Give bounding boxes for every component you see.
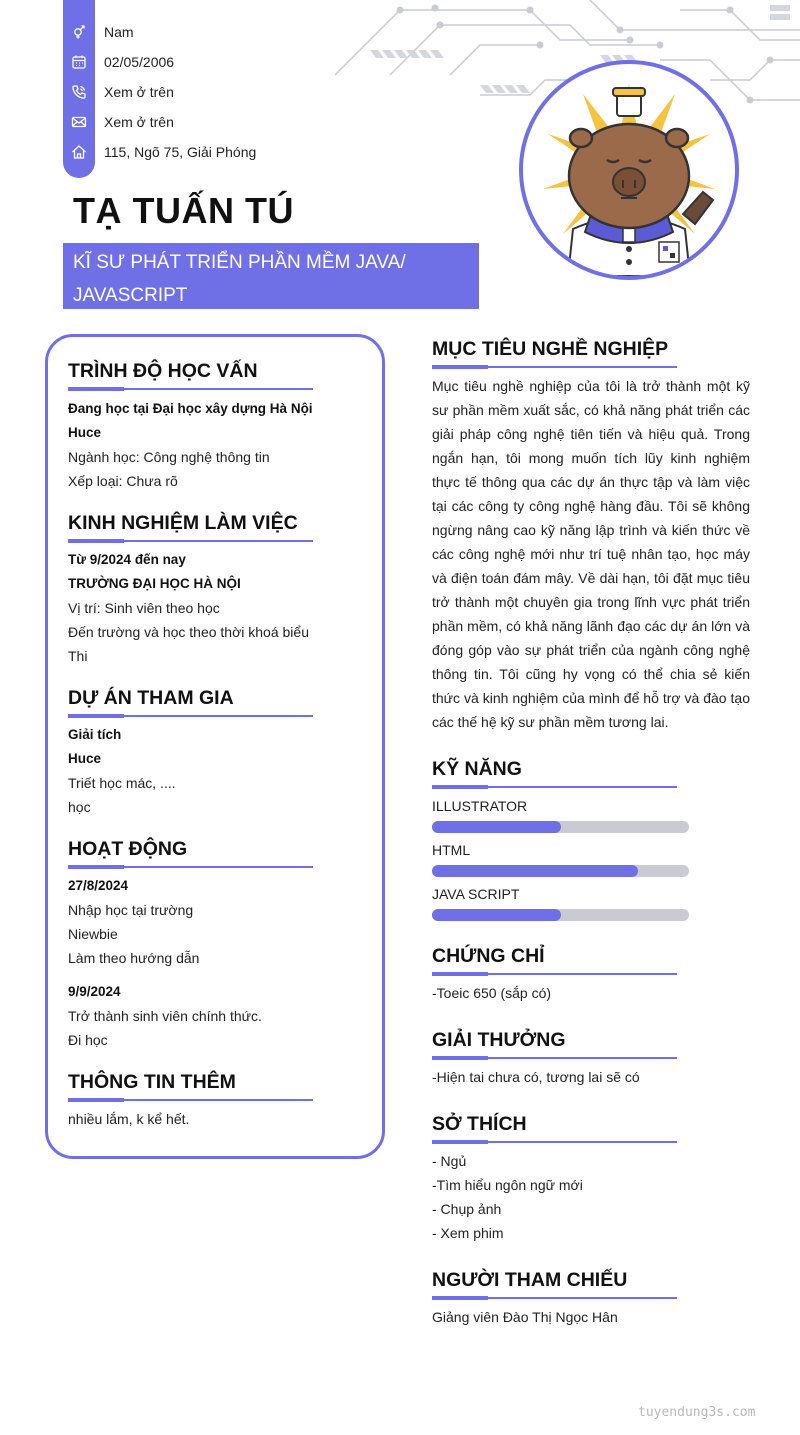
- education-major: Ngành học: Công nghệ thông tin: [68, 449, 270, 465]
- gender-text: Nam: [104, 24, 134, 40]
- contact-address: [63, 140, 256, 164]
- experience-period: Từ 9/2024 đến nay: [68, 552, 186, 567]
- email-text: Xem ở trên: [104, 114, 174, 130]
- skills-title: KỸ NĂNG: [432, 758, 522, 780]
- skills-underline: [432, 786, 677, 788]
- activities-underline: [68, 866, 313, 868]
- project-name: Giải tích: [68, 727, 122, 742]
- experience-position: Vị trí: Sinh viên theo học: [68, 600, 220, 616]
- avatar: [519, 60, 739, 280]
- mail-icon: [63, 114, 95, 130]
- certificates-text: -Toeic 650 (sắp có): [432, 985, 552, 1001]
- extra-title: THÔNG TIN THÊM: [68, 1071, 236, 1093]
- education-rank: Xếp loại: Chưa rõ: [68, 473, 178, 489]
- skill-name: HTML: [432, 842, 471, 858]
- awards-underline: [432, 1057, 677, 1059]
- activity-date: 27/8/2024: [68, 878, 129, 893]
- education-title: TRÌNH ĐỘ HỌC VẤN: [68, 360, 258, 382]
- activity-line: Đi học: [68, 1032, 108, 1048]
- phone-text: Xem ở trên: [104, 84, 174, 100]
- project-org: Huce: [68, 751, 102, 766]
- skill-bar-fill: [432, 865, 638, 877]
- activity-line: Niewbie: [68, 926, 118, 942]
- activity-line: Trở thành sinh viên chính thức.: [68, 1008, 262, 1024]
- hobby-item: - Xem phim: [432, 1225, 504, 1241]
- references-text: Giảng viên Đào Thị Ngọc Hân: [432, 1309, 618, 1325]
- extra-text: nhiều lắm, k kể hết.: [68, 1111, 190, 1127]
- extra-underline: [68, 1099, 313, 1101]
- activity-line: Nhập học tại trường: [68, 902, 194, 918]
- certificates-underline: [432, 973, 677, 975]
- home-icon: [63, 144, 95, 160]
- address-text: 115, Ngõ 75, Giải Phóng: [104, 144, 257, 160]
- contact-birthday: [63, 50, 174, 74]
- references-underline: [432, 1297, 677, 1299]
- education-school-line2: Huce: [68, 425, 102, 440]
- contact-email: [63, 110, 174, 134]
- experience-desc-line2: Thi: [68, 648, 88, 664]
- activity-line: Làm theo hướng dẫn: [68, 950, 200, 966]
- education-school-line1: Đang học tại Đại học xây dựng Hà Nội: [68, 401, 313, 416]
- objective-title: MỤC TIÊU NGHỀ NGHIỆP: [432, 338, 669, 360]
- hobby-item: - Chụp ảnh: [432, 1201, 502, 1217]
- skill-bar-fill: [432, 821, 561, 833]
- experience-desc-line1: Đến trường và học theo thời khoá biểu: [68, 624, 309, 640]
- watermark: tuyendung3s.com: [638, 1405, 756, 1420]
- experience-company: TRƯỜNG ĐẠI HỌC HÀ NỘI: [68, 576, 241, 591]
- project-detail1: Triết học mác, ....: [68, 775, 176, 791]
- awards-title: GIẢI THƯỞNG: [432, 1029, 566, 1051]
- candidate-name: TẠ TUẤN TÚ: [73, 190, 294, 231]
- awards-text: -Hiện tai chưa có, tương lai sẽ có: [432, 1069, 640, 1085]
- birthday-text: 02/05/2006: [104, 54, 175, 70]
- experience-underline: [68, 540, 313, 542]
- hobbies-underline: [432, 1141, 677, 1143]
- contact-gender: [63, 20, 134, 44]
- activities-title: HOẠT ĐỘNG: [68, 838, 188, 860]
- hobby-item: - Ngủ: [432, 1153, 467, 1169]
- phone-icon: [63, 84, 95, 100]
- experience-title: KINH NGHIỆM LÀM VIỆC: [68, 512, 298, 534]
- hobbies-title: SỞ THÍCH: [432, 1113, 527, 1135]
- project-detail2: học: [68, 799, 91, 815]
- job-title: KĨ SƯ PHÁT TRIỂN PHẦN MỀM JAVA/ JAVASCRIPT: [73, 252, 406, 306]
- activity-date: 9/9/2024: [68, 984, 121, 999]
- education-underline: [68, 388, 313, 390]
- skill-bar-track: [432, 865, 689, 877]
- contact-phone: [63, 80, 174, 104]
- projects-underline: [68, 715, 313, 717]
- projects-title: DỰ ÁN THAM GIA: [68, 687, 234, 709]
- skill-name: JAVA SCRIPT: [432, 886, 520, 902]
- objective-underline: [432, 366, 677, 368]
- skill-bar-fill: [432, 909, 561, 921]
- skill-name: ILLUSTRATOR: [432, 798, 528, 814]
- skill-bar-track: [432, 821, 689, 833]
- calendar-icon: [63, 54, 95, 70]
- references-title: NGƯỜI THAM CHIẾU: [432, 1269, 628, 1291]
- objective-text: Mục tiêu nghề nghiệp của tôi là trở thành một kỹ sư phần mềm xuất sắc, có khả năng phát triển các giải pháp công nghệ tiên tiến và hiệu quả. Trong ngắn hạn, tôi mong muốn tích lũy kinh nghiệm thực tế thông qua các dự án thực tập và làm việc tại các công ty công nghệ hàng đầu. Tôi sẽ không ngừng nâng cao kỹ năng lập trình và kiến thức về các công nghệ mới như trí tuệ nhân tạo, học máy và điện toán đám mây. Về dài hạn, tôi đặt mục tiêu trở thành một chuyên gia trong lĩnh vực phát triển phần mềm, có khả năng lãnh đạo các dự án lớn và đóng góp vào sự phát triển của ngành công nghệ thông tin. Tôi cũng hy vọng có thể chia sẻ kiến thức và kinh nghiệm của mình để hỗ trợ và đào tạo các thế hệ kỹ sư phần mềm tương lai.: [432, 378, 750, 730]
- gender-icon: [63, 24, 95, 40]
- certificates-title: CHỨNG CHỈ: [432, 945, 545, 967]
- hobby-item: -Tìm hiểu ngôn ngữ mới: [432, 1177, 583, 1193]
- skill-bar-track: [432, 909, 689, 921]
